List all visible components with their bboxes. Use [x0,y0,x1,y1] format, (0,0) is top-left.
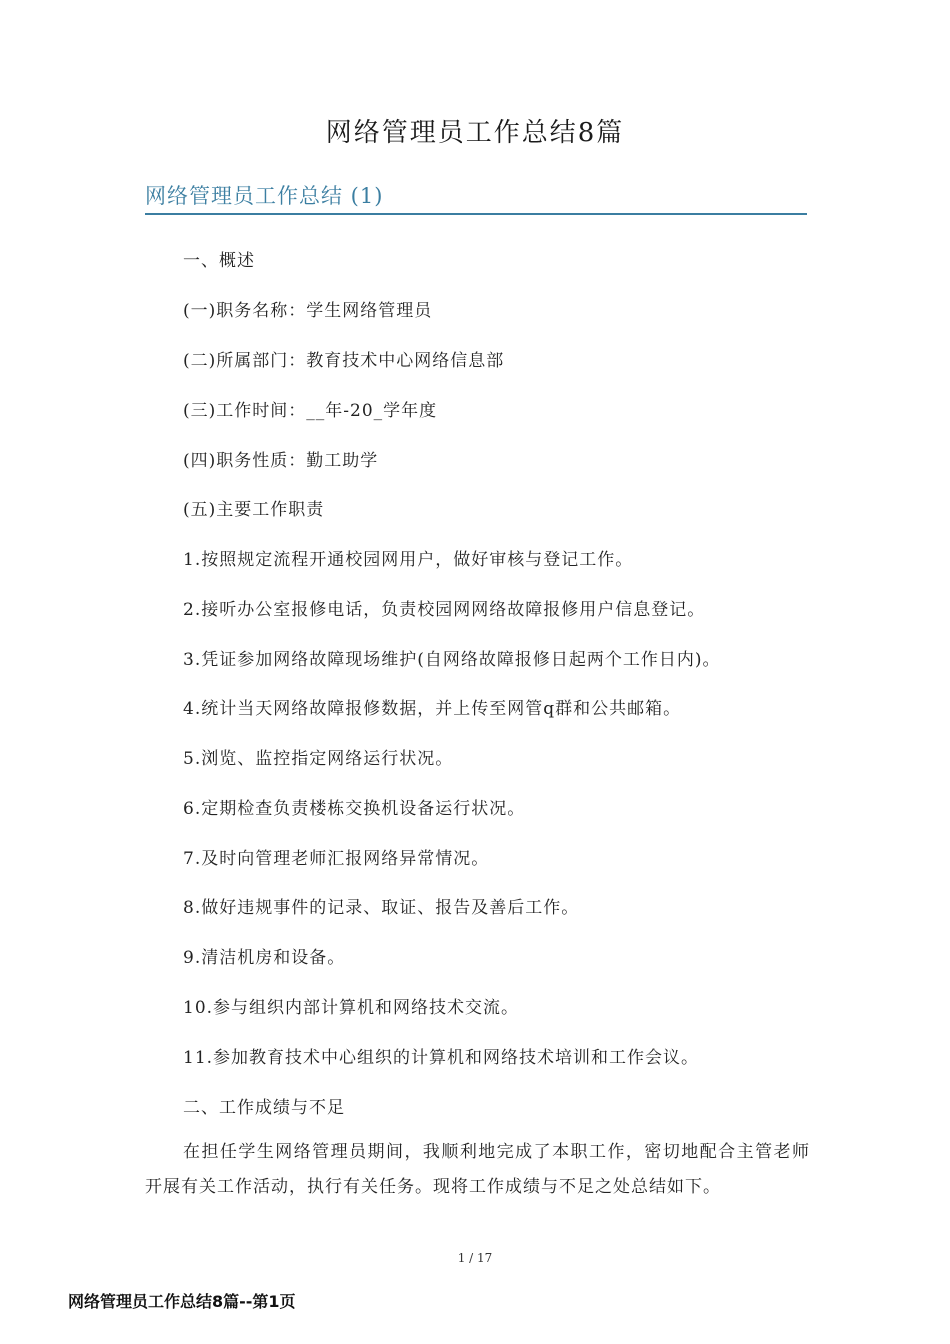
duty-item: 7.及时向管理老师汇报网络异常情况。 [183,849,490,869]
list-item: (四)职务性质：勤工助学 [183,451,379,471]
duty-item: 10.参与组织内部计算机和网络技术交流。 [183,998,520,1018]
duty-item: 2.接听办公室报修电话，负责校园网网络故障报修用户信息登记。 [183,600,706,620]
page-number: 1 / 17 [457,1251,493,1265]
list-item: (一)职务名称：学生网络管理员 [183,301,433,321]
duty-item: 8.做好违规事件的记录、取证、报告及善后工作。 [183,898,580,918]
heading-overview: 一、概述 [183,251,255,271]
duty-item: 1.按照规定流程开通校园网用户，做好审核与登记工作。 [183,550,634,570]
duty-item: 3.凭证参加网络故障现场维护(自网络故障报修日起两个工作日内)。 [183,650,721,670]
document-title: 网络管理员工作总结8篇 [325,118,625,148]
list-item: (五)主要工作职责 [183,500,325,520]
heading-results: 二、工作成绩与不足 [183,1098,345,1118]
body-paragraph: 在担任学生网络管理员期间，我顺利地完成了本职工作，密切地配合主管老师开展有关工作活动，执行有关任务。现将工作成绩与不足之处总结如下。 [145,1142,810,1197]
duty-item: 11.参加教育技术中心组织的计算机和网络技术培训和工作会议。 [183,1048,700,1068]
list-item: (三)工作时间：__年-20_学年度 [183,401,438,421]
section-heading: 网络管理员工作总结 (1) [145,180,807,215]
duty-item: 6.定期检查负责楼栋交换机设备运行状况。 [183,799,526,819]
list-item: (二)所属部门：教育技术中心网络信息部 [183,351,505,371]
duty-item: 9.清洁机房和设备。 [183,948,346,968]
footer-label: 网络管理员工作总结8篇--第1页 [68,1292,296,1311]
duty-item: 4.统计当天网络故障报修数据，并上传至网管q群和公共邮箱。 [183,699,682,719]
duty-item: 5.浏览、监控指定网络运行状况。 [183,749,454,769]
